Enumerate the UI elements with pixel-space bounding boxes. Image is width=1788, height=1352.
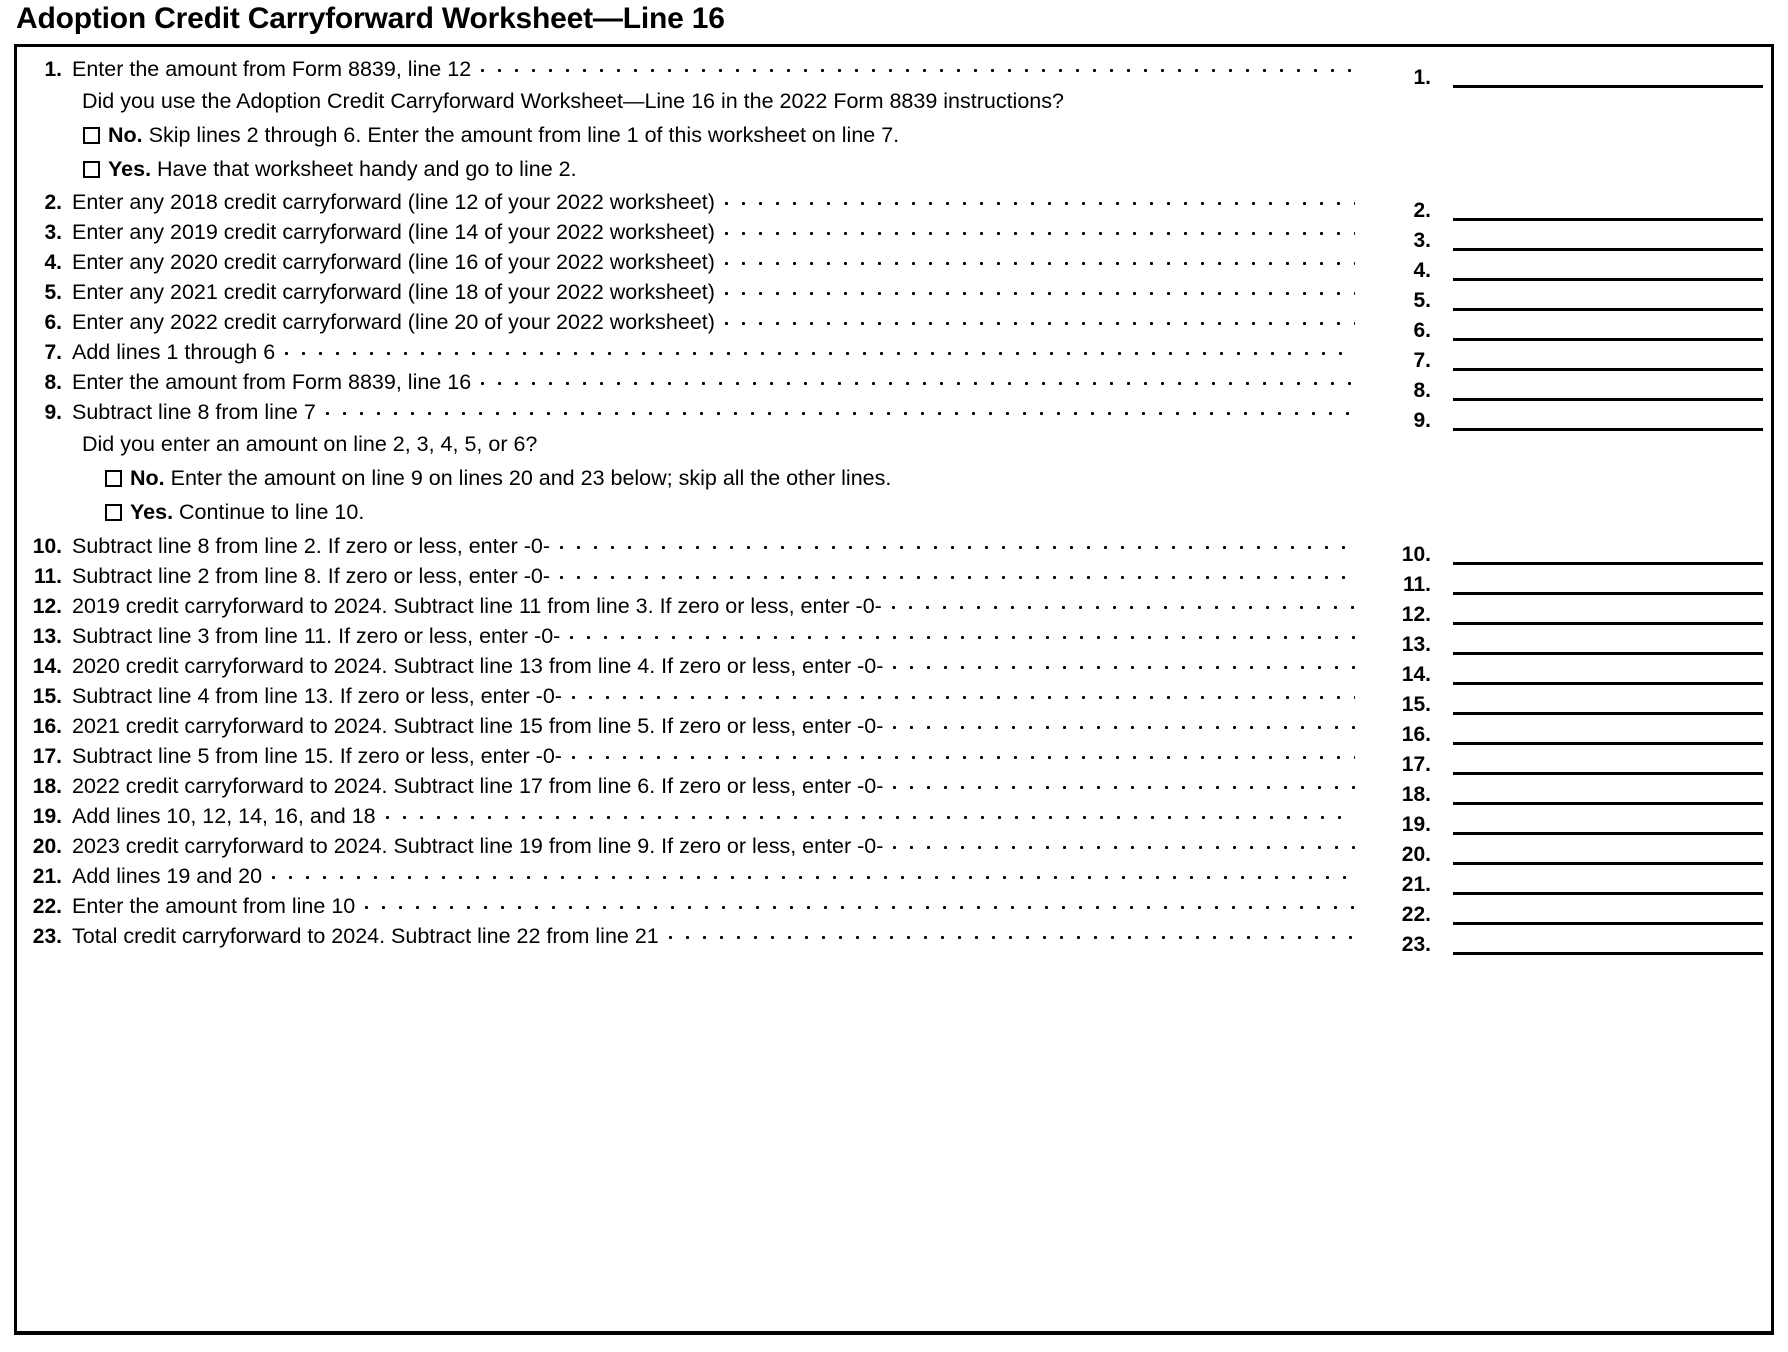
answer-area	[1371, 680, 1771, 716]
dot-leader	[893, 713, 1355, 733]
answer-area	[1371, 890, 1771, 926]
worksheet-line-row	[17, 620, 1771, 656]
worksheet-line-row	[17, 306, 1771, 343]
line-text: 2023 credit carryforward to 2024. Subtract line 19 from line 9. If zero or less, enter -0-	[72, 833, 884, 858]
line-text: Subtract line 8 from line 7	[72, 400, 316, 425]
checkbox-option-description: Continue to line 10.	[179, 499, 365, 524]
answer-line-number: 9.	[1413, 409, 1431, 433]
line-number: 17.	[32, 744, 62, 768]
worksheet-line-row	[17, 560, 1771, 596]
answer-line-number: 5.	[1413, 289, 1431, 313]
line-text: Enter any 2021 credit carryforward (line 18 of your 2022 worksheet)	[72, 280, 715, 305]
checkbox-icon[interactable]	[105, 504, 122, 521]
line-body	[72, 893, 1365, 919]
answer-area	[1371, 530, 1771, 566]
line-body	[72, 249, 1365, 275]
answer-line-number: 1.	[1413, 66, 1431, 89]
worksheet-line-row	[17, 680, 1771, 716]
answer-area	[1371, 830, 1771, 866]
line-number: 22.	[32, 894, 62, 918]
worksheet-line-row	[17, 860, 1771, 896]
question-text: Did you use the Adoption Credit Carryforward Worksheet—Line 16 in the 2022 Form 8839 instructions?	[82, 89, 1064, 113]
answer-area	[1371, 216, 1771, 253]
worksheet-line-row	[17, 800, 1771, 836]
dot-leader	[893, 833, 1355, 853]
worksheet-line-row	[17, 216, 1771, 253]
dot-leader	[893, 653, 1355, 673]
checkbox-option-row[interactable]	[17, 462, 1771, 496]
dot-leader	[365, 893, 1355, 913]
worksheet-body	[14, 44, 1774, 1335]
dot-leader	[285, 339, 1355, 359]
worksheet-line-row	[17, 366, 1771, 403]
line-number: 16.	[32, 714, 62, 738]
line-text: Add lines 1 through 6	[72, 340, 276, 365]
dot-leader	[570, 623, 1355, 643]
line-text: Enter any 2019 credit carryforward (line 14 of your 2022 worksheet)	[72, 220, 715, 245]
answer-input-line[interactable]	[1453, 65, 1763, 88]
line-body	[72, 593, 1365, 619]
line-body	[72, 833, 1365, 859]
line-text: Enter any 2020 credit carryforward (line 16 of your 2022 worksheet)	[72, 250, 715, 275]
line-body	[72, 369, 1365, 395]
line-text: Enter any 2022 credit carryforward (line 20 of your 2022 worksheet)	[72, 310, 715, 335]
answer-line-number: 7.	[1413, 349, 1431, 373]
answer-line-number: 22.	[1401, 902, 1431, 926]
line-body	[72, 56, 1365, 82]
line-body	[72, 279, 1365, 305]
worksheet-line-row	[17, 530, 1771, 566]
checkbox-option-row[interactable]	[17, 496, 1771, 530]
line-text: Subtract line 5 from line 15. If zero or less, enter -0-	[72, 743, 562, 768]
dot-leader	[893, 773, 1355, 793]
line-text: Total credit carryforward to 2024. Subtract line 22 from line 21	[72, 923, 659, 948]
worksheet-line-row	[17, 710, 1771, 746]
answer-area	[1371, 590, 1771, 626]
answer-line-number: 16.	[1401, 722, 1431, 746]
line-body	[72, 773, 1365, 799]
answer-line-number: 17.	[1401, 752, 1431, 776]
dot-leader	[572, 683, 1355, 703]
checkbox-icon[interactable]	[105, 470, 122, 487]
worksheet-line-row	[17, 890, 1771, 926]
dot-leader	[669, 923, 1355, 943]
line-number: 3.	[44, 221, 62, 245]
answer-area	[1371, 770, 1771, 806]
line-text: 2022 credit carryforward to 2024. Subtract line 17 from line 6. If zero or less, enter -0-	[72, 773, 884, 798]
line-body	[72, 399, 1365, 425]
line-number: 13.	[32, 624, 62, 648]
line-body	[72, 339, 1365, 365]
answer-area	[1371, 246, 1771, 283]
checkbox-option-label: No.	[130, 466, 165, 491]
answer-area	[1371, 53, 1771, 89]
answer-area	[1371, 740, 1771, 776]
checkbox-option-description: Skip lines 2 through 6. Enter the amount from line 1 of this worksheet on line 7.	[148, 122, 900, 147]
line-text: Add lines 19 and 20	[72, 863, 263, 888]
answer-area	[1371, 336, 1771, 373]
dot-leader	[481, 369, 1355, 389]
line-body	[72, 309, 1365, 335]
line-number: 14.	[32, 654, 62, 678]
line-number: 11.	[33, 564, 62, 588]
line-number: 19.	[32, 804, 62, 828]
answer-area	[1371, 396, 1771, 433]
line-number: 18.	[32, 774, 62, 798]
worksheet-line-row	[17, 740, 1771, 776]
worksheet-line-row	[17, 186, 1771, 223]
answer-line-number: 2.	[1413, 199, 1431, 223]
line-text: Subtract line 4 from line 13. If zero or less, enter -0-	[72, 683, 562, 708]
worksheet-line-row	[17, 396, 1771, 433]
checkbox-icon[interactable]	[83, 161, 100, 178]
line-number: 6.	[44, 311, 62, 335]
dot-leader	[725, 279, 1355, 299]
line-number: 23.	[32, 924, 62, 948]
line-number: 20.	[32, 834, 62, 858]
dot-leader	[572, 743, 1355, 763]
checkbox-option-label: Yes.	[130, 499, 174, 524]
answer-line-number: 19.	[1401, 812, 1431, 836]
line-body	[72, 923, 1365, 949]
line-text: 2020 credit carryforward to 2024. Subtract line 13 from line 4. If zero or less, enter -0-	[72, 653, 884, 678]
answer-area	[1371, 186, 1771, 223]
line-text: 2019 credit carryforward to 2024. Subtract line 11 from line 3. If zero or less, enter -0-	[72, 593, 882, 618]
line-number: 9.	[44, 401, 62, 425]
answer-area	[1371, 650, 1771, 686]
dot-leader	[725, 309, 1355, 329]
line-number: 12.	[32, 594, 62, 618]
dot-leader	[326, 399, 1355, 419]
answer-line-number: 15.	[1401, 692, 1431, 716]
line-text: 2021 credit carryforward to 2024. Subtract line 15 from line 5. If zero or less, enter -0-	[72, 713, 884, 738]
answer-input-line[interactable]	[1453, 408, 1763, 431]
line-body	[72, 803, 1365, 829]
answer-area	[1371, 276, 1771, 313]
answer-line-number: 4.	[1413, 259, 1431, 283]
answer-area	[1371, 560, 1771, 596]
answer-line-number: 12.	[1401, 602, 1431, 626]
page-title: Adoption Credit Carryforward Worksheet—Line 16	[16, 2, 725, 35]
checkbox-option-text	[130, 500, 364, 526]
worksheet-line-row	[17, 830, 1771, 866]
line-number: 7.	[44, 341, 62, 365]
checkbox-option-label: Yes.	[108, 156, 152, 181]
worksheet-line-row	[17, 920, 1771, 956]
line-body	[72, 863, 1365, 889]
line-text: Add lines 10, 12, 14, 16, and 18	[72, 803, 376, 828]
line-text: Subtract line 2 from line 8. If zero or less, enter -0-	[72, 563, 550, 588]
checkbox-icon[interactable]	[83, 127, 100, 144]
answer-line-number: 3.	[1413, 229, 1431, 253]
line-number: 4.	[44, 251, 62, 275]
checkbox-option-description: Have that worksheet handy and go to line 2.	[157, 156, 577, 181]
answer-line-number: 21.	[1401, 872, 1431, 896]
checkbox-option-label: No.	[108, 122, 143, 147]
answer-line-number: 13.	[1401, 632, 1431, 656]
line-body	[72, 743, 1365, 769]
line-text: Enter the amount from Form 8839, line 12	[72, 57, 472, 81]
question-text: Did you enter an amount on line 2, 3, 4, 5, or 6?	[82, 432, 538, 457]
line-body	[72, 219, 1365, 245]
line-number: 15.	[32, 684, 62, 708]
line-text: Enter the amount from line 10	[72, 893, 356, 918]
dot-leader	[560, 533, 1355, 553]
line-body	[72, 563, 1365, 589]
answer-area	[1371, 620, 1771, 656]
line-number: 10.	[32, 534, 62, 558]
answer-area	[1371, 920, 1771, 956]
checkbox-option-text	[130, 466, 891, 492]
line-number: 1.	[44, 58, 62, 81]
answer-line-number: 20.	[1401, 842, 1431, 866]
dot-leader	[386, 803, 1355, 823]
line-body	[72, 653, 1365, 679]
line-number: 2.	[44, 191, 62, 215]
worksheet-line-row	[17, 276, 1771, 313]
worksheet-line-row	[17, 246, 1771, 283]
checkbox-option-row[interactable]	[17, 153, 1771, 187]
line-number: 21.	[32, 864, 62, 888]
dot-leader	[481, 56, 1355, 76]
line-text: Enter any 2018 credit carryforward (line 12 of your 2022 worksheet)	[72, 190, 715, 215]
line-body	[72, 623, 1365, 649]
answer-line-number: 14.	[1401, 662, 1431, 686]
line-number: 8.	[44, 371, 62, 395]
answer-line-number: 23.	[1401, 932, 1431, 956]
dot-leader	[560, 563, 1355, 583]
answer-line-number: 10.	[1401, 542, 1431, 566]
checkbox-option-row[interactable]	[17, 119, 1771, 153]
dot-leader	[725, 249, 1355, 269]
worksheet-line-row	[17, 53, 1771, 89]
dot-leader	[725, 219, 1355, 239]
answer-area	[1371, 366, 1771, 403]
line-text: Subtract line 8 from line 2. If zero or less, enter -0-	[72, 533, 550, 558]
line-body	[72, 189, 1365, 215]
answer-line-number: 8.	[1413, 379, 1431, 403]
checkbox-option-text	[108, 157, 577, 183]
answer-line-number: 11.	[1402, 572, 1431, 596]
dot-leader	[725, 189, 1355, 209]
answer-area	[1371, 800, 1771, 836]
answer-area	[1371, 306, 1771, 343]
checkbox-option-description: Enter the amount on line 9 on lines 20 and 23 below; skip all the other lines.	[170, 466, 892, 491]
line-text: Subtract line 3 from line 11. If zero or less, enter -0-	[72, 623, 561, 648]
answer-line-number: 6.	[1413, 319, 1431, 343]
line-number: 5.	[44, 281, 62, 305]
worksheet-line-row	[17, 336, 1771, 373]
checkbox-option-text	[108, 123, 899, 149]
answer-area	[1371, 860, 1771, 896]
worksheet-line-row	[17, 590, 1771, 626]
dot-leader	[272, 863, 1355, 883]
answer-area	[1371, 710, 1771, 746]
answer-line-number: 18.	[1401, 782, 1431, 806]
line-body	[72, 683, 1365, 709]
line-text: Enter the amount from Form 8839, line 16	[72, 370, 472, 395]
dot-leader	[892, 593, 1355, 613]
line-body	[72, 533, 1365, 559]
worksheet-line-row	[17, 770, 1771, 806]
answer-input-line[interactable]	[1453, 932, 1763, 955]
line-body	[72, 713, 1365, 739]
worksheet-line-row	[17, 650, 1771, 686]
